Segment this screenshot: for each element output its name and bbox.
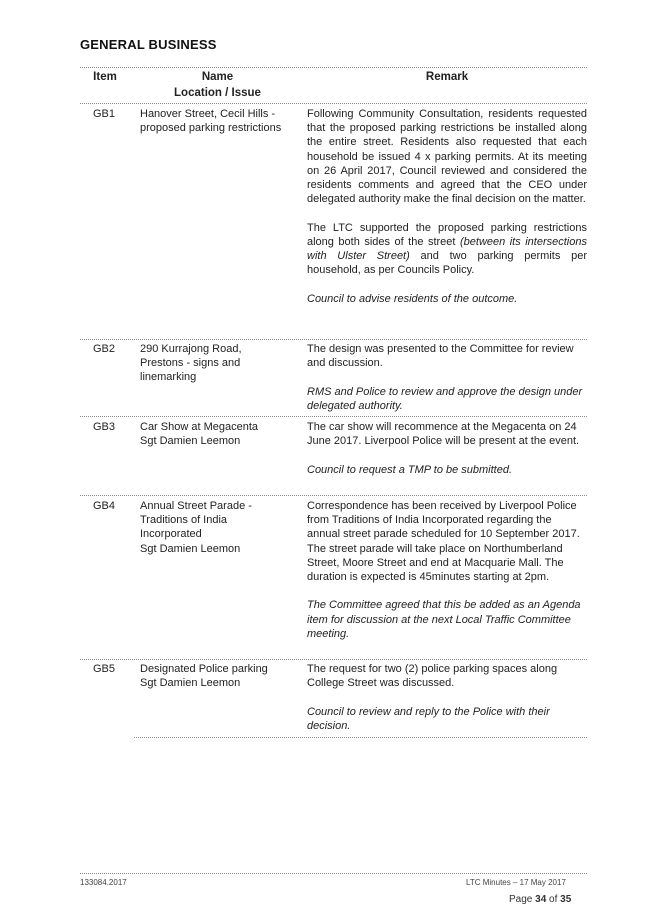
footer-rule <box>80 873 587 874</box>
header-bottom-rule <box>80 103 587 104</box>
row-item-code: GB2 <box>93 343 116 355</box>
remark-paragraph: The design was presented to the Committee for review and discussion. <box>307 343 574 370</box>
minutes-label: LTC Minutes – 17 May 2017 <box>466 878 566 887</box>
row-name-line: Sgt Damien Leemon <box>140 677 241 690</box>
row-name-line: Traditions of India <box>140 514 228 527</box>
remark-paragraph: The request for two (2) police parking spaces along College Street was discussed. <box>307 663 558 690</box>
table-bottom-rule <box>134 737 587 738</box>
remark-paragraph <box>307 221 587 278</box>
remark-paragraph: The car show will recommence at the Megacenta on 24 June 2017. Liverpool Police will be present at the event. <box>307 421 580 448</box>
row-name <box>140 662 300 690</box>
row-item-code: GB3 <box>93 421 116 433</box>
remark-action: RMS and Police to review and approve the design under delegated authority. <box>307 385 583 412</box>
row-divider <box>80 416 587 417</box>
remark-action: Council to request a TMP to be submitted. <box>307 463 513 476</box>
row-name-line: Sgt Damien Leemon <box>140 435 241 448</box>
remark-action: Council to advise residents of the outcome. <box>307 292 518 305</box>
row-name-line: Annual Street Parade - <box>140 500 252 512</box>
remark-action: Council to review and reply to the Police with their decision. <box>307 705 550 732</box>
row-name <box>140 499 300 556</box>
row-name-line: Sgt Damien Leemon <box>140 542 241 555</box>
row-name <box>140 420 300 448</box>
row-name-line: proposed parking restrictions <box>140 122 282 135</box>
page-prefix: Page <box>509 894 533 905</box>
header-item: Item <box>93 71 117 83</box>
row-name <box>140 107 300 135</box>
row-remark <box>307 107 587 306</box>
page-number <box>509 894 571 905</box>
row-remark <box>307 499 587 641</box>
row-name <box>140 342 300 385</box>
row-divider <box>80 339 587 340</box>
section-heading: GENERAL BUSINESS <box>80 37 217 52</box>
page-total: 35 <box>560 894 572 905</box>
header-name <box>140 69 295 101</box>
row-name-line: Hanover Street, Cecil Hills - <box>140 108 276 120</box>
header-remark: Remark <box>425 71 469 83</box>
document-reference: 133084.2017 <box>80 878 127 887</box>
row-item-code: GB5 <box>93 663 116 675</box>
row-name-line: 290 Kurrajong Road, <box>140 343 242 355</box>
row-divider <box>80 495 587 496</box>
remark-paragraph: Following Community Consultation, residents requested that the proposed parking restrictions be installed along the entire street. Residents also requested that each household be issued 4 x parking permits. At its meeting on 26 April 2017, Council reviewed and considered the residents comments and agreed that the CEO under delegated authority make the final decision on the matter. <box>307 108 587 206</box>
header-name-line2: Location / Issue <box>174 87 261 99</box>
page-current: 34 <box>535 894 547 905</box>
row-name-line: Car Show at Megacenta <box>140 421 259 433</box>
row-item-code: GB1 <box>93 108 116 120</box>
row-remark <box>307 662 587 733</box>
row-remark <box>307 342 587 413</box>
row-remark <box>307 420 587 477</box>
row-name-line: Incorporated <box>140 528 202 541</box>
row-item-code: GB4 <box>93 500 116 512</box>
table-top-rule <box>80 67 587 68</box>
remark-paragraph: Correspondence has been received by Liverpool Police from Traditions of India Incorporated regarding the annual street parade scheduled for 10 September 2017. The street parade will take place on Northumberland Street, Moore Street and end at Macquarie Mall. The duration is expected is 45minutes starting at 2pm. <box>307 500 580 584</box>
header-name-line1: Name <box>201 71 234 83</box>
row-divider <box>80 659 587 660</box>
remark-text: and two parking permits per household, as per Councils Policy. <box>307 250 587 277</box>
page-of: of <box>549 894 558 905</box>
row-name-line: linemarking <box>140 371 197 384</box>
remark-text: The LTC supported the proposed parking restrictions along both sides of the street <box>307 221 587 248</box>
row-name-line: Prestons - signs and <box>140 357 241 370</box>
row-name-line: Designated Police parking <box>140 663 268 675</box>
remark-action: The Committee agreed that this be added as an Agenda item for discussion at the next Local Traffic Committee meeting. <box>307 599 581 640</box>
remark-italic-text: (between its intersections with Ulster Street) <box>307 235 587 263</box>
